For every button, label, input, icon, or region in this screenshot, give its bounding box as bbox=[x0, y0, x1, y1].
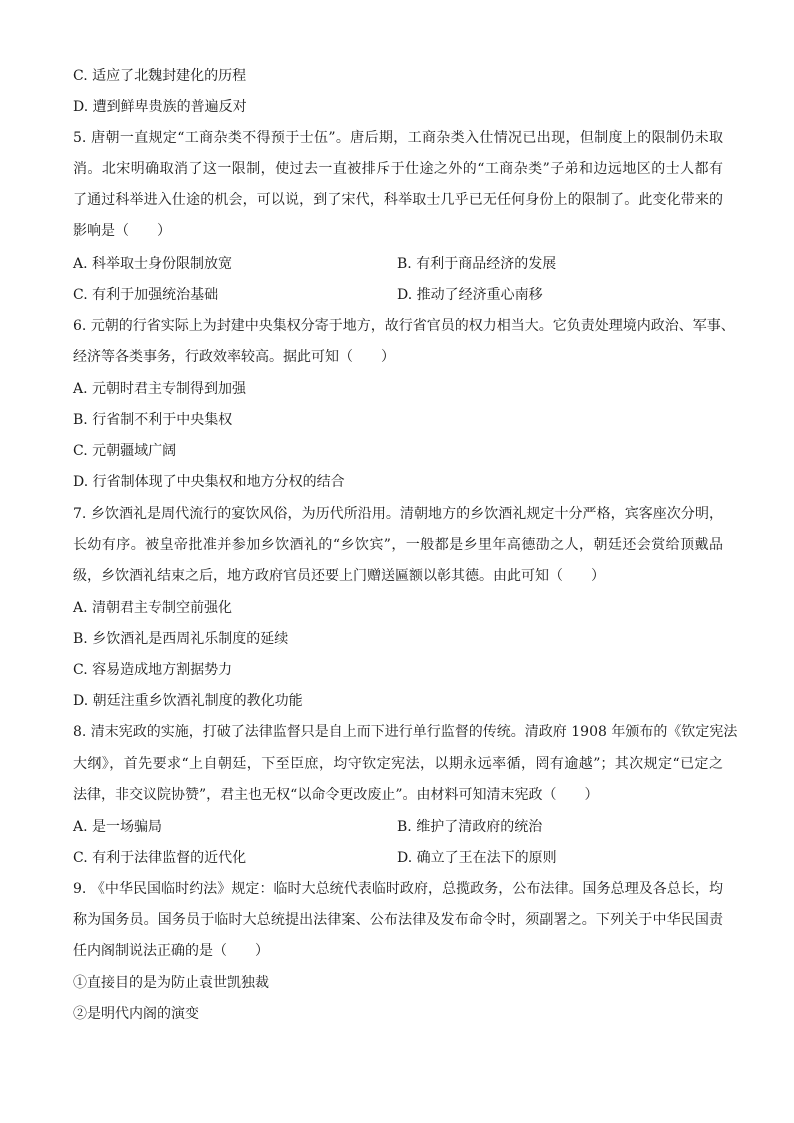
q8-option-d[interactable]: D. 确立了王在法下的原则 bbox=[397, 850, 557, 866]
q6-stem-line-1: 6. 元朝的行省实际上为封建中央集权分寄于地方，故行省官员的权力相当大。它负责处理境内政治、军事、 bbox=[73, 318, 735, 334]
q5-stem-line-4: 影响是（ ） bbox=[73, 223, 171, 239]
q9-statement-1: ①直接目的是为防止袁世凯独裁 bbox=[73, 975, 269, 991]
q5-stem-line-1: 5. 唐朝一直规定“工商杂类不得预于士伍”。唐后期，工商杂类入仕情况已出现，但制度上的限制仍未取 bbox=[73, 130, 723, 146]
q7-stem-line-3: 级，乡饮酒礼结束之后，地方政府官员还要上门赠送匾额以彰其德。由此可知（ ） bbox=[73, 568, 605, 584]
q9-stem-line-1: 9. 《中华民国临时约法》规定：临时大总统代表临时政府，总揽政务，公布法律。国务总理及各总长，均 bbox=[73, 881, 723, 897]
q9-stem-line-3: 任内阁制说法正确的是（ ） bbox=[73, 943, 269, 959]
q5-stem-line-3: 了通过科举进入仕途的机会，可以说，到了宋代，科举取士几乎已无任何身份上的限制了。此变化带来的 bbox=[73, 192, 723, 208]
q9-stem-line-2: 称为国务员。国务员于临时大总统提出法律案、公布法律及发布命令时，须副署之。下列关于中华民国责 bbox=[73, 912, 723, 928]
q6-option-d[interactable]: D. 行省制体现了中央集权和地方分权的结合 bbox=[73, 474, 345, 490]
q8-option-b[interactable]: B. 维护了清政府的统治 bbox=[397, 819, 543, 835]
q6-option-a[interactable]: A. 元朝时君主专制得到加强 bbox=[73, 381, 247, 397]
q5-option-b[interactable]: B. 有利于商品经济的发展 bbox=[397, 256, 557, 272]
q8-stem-line-2: 大纲》，首先要求“上自朝廷，下至臣庶，均守钦定宪法，以期永远率循，罔有逾越”；其次规定“已定之 bbox=[73, 756, 723, 772]
q6-stem-line-2: 经济等各类事务，行政效率较高。据此可知（ ） bbox=[73, 349, 395, 365]
q4-option-c[interactable]: C. 适应了北魏封建化的历程 bbox=[73, 68, 247, 84]
q8-option-c[interactable]: C. 有利于法律监督的近代化 bbox=[73, 850, 247, 866]
q5-stem-line-2: 消。北宋明确取消了这一限制，使过去一直被排斥于仕途之外的“工商杂类”子弟和边远地区的士人都有 bbox=[73, 161, 723, 177]
q8-stem-line-1: 8. 清末宪政的实施，打破了法律监督只是自上而下进行单行监督的传统。清政府 1908 年颁布的《钦定宪法 bbox=[73, 724, 738, 740]
q9-statement-2: ②是明代内阁的演变 bbox=[73, 1006, 199, 1022]
q7-option-d[interactable]: D. 朝廷注重乡饮酒礼制度的教化功能 bbox=[73, 693, 303, 709]
q5-option-d[interactable]: D. 推动了经济重心南移 bbox=[397, 287, 543, 303]
q8-stem-line-3: 法律，非交议院协赞”，君主也无权“以命令更改废止”。由材料可知清末宪政（ ） bbox=[73, 787, 599, 803]
q8-option-a[interactable]: A. 是一场骗局 bbox=[73, 819, 163, 835]
q6-option-c[interactable]: C. 元朝疆域广阔 bbox=[73, 443, 177, 459]
q7-option-b[interactable]: B. 乡饮酒礼是西周礼乐制度的延续 bbox=[73, 631, 289, 647]
q7-option-c[interactable]: C. 容易造成地方割据势力 bbox=[73, 662, 233, 678]
q5-option-a[interactable]: A. 科举取士身份限制放宽 bbox=[73, 256, 233, 272]
q7-option-a[interactable]: A. 清朝君主专制空前强化 bbox=[73, 600, 233, 616]
q5-option-c[interactable]: C. 有利于加强统治基础 bbox=[73, 287, 219, 303]
q7-stem-line-1: 7. 乡饮酒礼是周代流行的宴饮风俗，为历代所沿用。清朝地方的乡饮酒礼规定十分严格，宾客座次分明， bbox=[73, 506, 723, 522]
q7-stem-line-2: 长幼有序。被皇帝批准并参加乡饮酒礼的“乡饮宾”，一般都是乡里年高德劭之人，朝廷还会赏给顶戴品 bbox=[73, 537, 723, 553]
q4-option-d[interactable]: D. 遭到鲜卑贵族的普遍反对 bbox=[73, 99, 247, 115]
q6-option-b[interactable]: B. 行省制不利于中央集权 bbox=[73, 412, 233, 428]
